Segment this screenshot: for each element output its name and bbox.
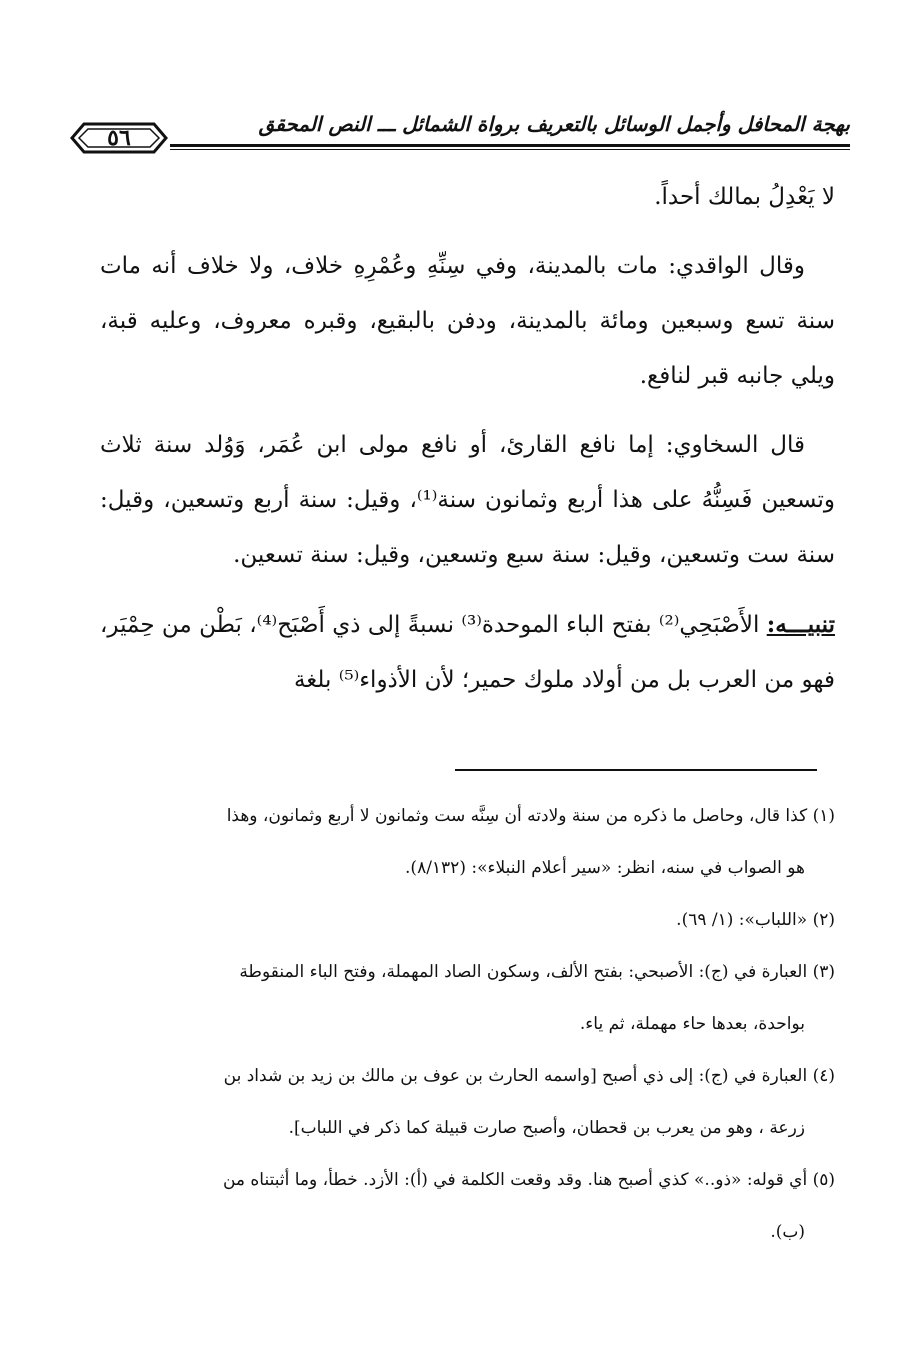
- footnote-3-cont: بواحدة، بعدها حاء مهملة، ثم ياء.: [579, 1014, 805, 1034]
- footnotes: [100, 790, 835, 1258]
- header-rule: [170, 144, 850, 147]
- footnote-4: (٤) العبارة في (ج): إلى ذي أصبح [واسمه الحارث بن عوف بن مالك بن زيد بن شداد بن: [223, 1066, 835, 1086]
- page-number-badge: [70, 118, 168, 158]
- note-label: تنبيـــه:: [766, 611, 835, 638]
- footnote-5-cont: (ب).: [770, 1222, 805, 1242]
- footnote-1: (١) كذا قال، وحاصل ما ذكره من سنة ولادته أن سِنَّه ست وثمانون لا أربع وثمانون، وهذا: [226, 806, 835, 826]
- footnote-5: (٥) أي قوله: «ذو..» كذي أصبح هنا. وقد وقعت الكلمة في (أ): الأزد. خطأ، وما أثبتناه من: [222, 1170, 835, 1190]
- text-line-1: لا يَعْدِلُ بمالك أحداً.: [654, 184, 835, 210]
- footnote-2: (٢) «اللباب»: (١/ ٦٩).: [676, 910, 835, 930]
- page-header: [70, 108, 850, 158]
- note-text: الأَصْبَحِي⁽²⁾ بفتح الباء الموحدة⁽³⁾ نسبةً إلى ذي أَصْبَح⁽⁴⁾، بَطْن من حِمْيَر، فهو من العرب بل من أولاد ملوك حمير؛ لأن الأذواء⁽⁵⁾ بلغة: [100, 612, 835, 693]
- footnote-3: (٣) العبارة في (ج): الأصبحي: بفتح الألف، وسكون الصاد المهملة، وفتح الباء المنقوطة: [239, 962, 835, 982]
- footnote-separator: [455, 769, 817, 771]
- paragraph-sakhawi: قال السخاوي: إما نافع القارئ، أو نافع مولى ابن عُمَر، وَوُلد سنة ثلاث وتسعين فَسِنُّهُ على هذا أربع وثمانون سنة⁽¹⁾، وقيل: سنة أربع وتسعين، وقيل: سنة ست وتسعين، وقيل: سنة سبع وتسعين، وقيل: سنة تسعين.: [100, 432, 835, 568]
- paragraph-waqidi: وقال الواقدي: مات بالمدينة، وفي سِنِّهِ وعُمْرِهِ خلاف، ولا خلاف أنه مات سنة تسع وسبعين ومائة بالمدينة، ودفن بالبقيع، وقبره معروف، وعليه قبة، ويلي جانبه قبر لنافع.: [100, 253, 835, 389]
- footnote-4-cont: زرعة ، وهو من يعرب بن قحطان، وأصبح صارت قبيلة كما ذكر في اللباب].: [288, 1118, 805, 1138]
- footnote-1-cont: هو الصواب في سنه، انظر: «سير أعلام النبلاء»: (٨/١٣٢).: [405, 858, 805, 878]
- page-number: ٥٦: [107, 125, 131, 151]
- paragraph-note: [100, 597, 835, 708]
- running-title: بهجة المحافل وأجمل الوسائل بالتعريف برواة الشمائل ـــ النص المحقق: [258, 112, 850, 136]
- header-rule-thin: [170, 149, 850, 150]
- main-text: [100, 170, 835, 708]
